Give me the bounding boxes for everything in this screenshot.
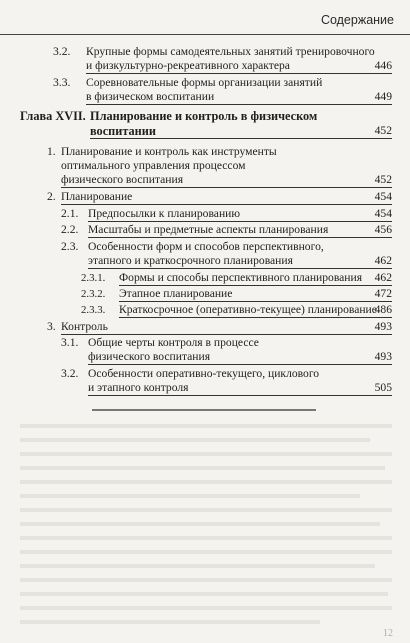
toc-entry-page: 493 (374, 320, 392, 333)
toc-entry-page: 472 (374, 287, 392, 300)
toc-chapter-title-line: Планирование и контроль в физическом (90, 109, 318, 123)
toc-chapter-title-line: воспитании (90, 124, 392, 139)
toc-entry-page: 452 (374, 173, 392, 186)
toc-entry-title-line: и этапного контроля (88, 381, 392, 396)
toc-chapter-number: Глава XVII. (20, 109, 86, 123)
toc-entry-number: 2.1. (61, 207, 79, 220)
toc-entry-title-line: физического воспитания (88, 350, 392, 365)
toc-entry-page: 446 (374, 59, 392, 72)
toc-entry-title-line: Планирование и контроль как инструменты (61, 145, 277, 158)
header-divider (0, 34, 410, 35)
toc-entry-title-line: Масштабы и предметные аспекты планирования (88, 223, 392, 238)
toc-entry-number: 2.3. (61, 240, 79, 253)
toc-entry-number: 2.3.3. (81, 304, 106, 316)
toc-entry-title-line: Соревновательные формы организации занятий (86, 76, 323, 89)
toc-entry-title-line: Предпосылки к планированию (88, 207, 392, 222)
toc-entry-number: 3. (47, 320, 56, 333)
toc-entry-title-line: Общие черты контроля в процессе (88, 336, 259, 349)
toc-entry-title-line: Особенности форм и способов перспективного, (88, 240, 324, 253)
toc-entry-page: 486 (374, 303, 392, 316)
toc-entry-page: 456 (374, 223, 392, 236)
toc-entry-title-line: оптимального управления процессом (61, 159, 246, 172)
section-end-rule (92, 409, 316, 411)
toc-entry-number: 3.2. (53, 45, 71, 58)
toc-entry-page: 462 (374, 271, 392, 284)
page-number: 12 (383, 628, 393, 639)
toc-entry-number: 3.1. (61, 336, 79, 349)
toc-entry-title-line: Крупные формы самодеятельных занятий тренировочного (86, 45, 375, 58)
running-header-title: Содержание (320, 13, 394, 27)
toc-entry-page: 452 (374, 124, 392, 137)
toc-entry-title-line: физического воспитания (61, 173, 392, 188)
toc-entry-page: 505 (374, 381, 392, 394)
toc-entry-number: 2.2. (61, 223, 79, 236)
toc-entry-number: 2.3.2. (81, 288, 106, 300)
toc-entry-page: 454 (374, 207, 392, 220)
toc-entry-title-line: и физкультурно-рекреативного характера (86, 59, 392, 74)
toc-entry-title-line: в физическом воспитании (86, 90, 392, 105)
toc-entry-page: 462 (374, 254, 392, 267)
toc-entry-page: 449 (374, 90, 392, 103)
toc-entry-page: 454 (374, 190, 392, 203)
toc-entry-number: 2. (47, 190, 56, 203)
toc-entry-number: 2.3.1. (81, 272, 106, 284)
toc-entry-title-line: Этапное планирование (119, 287, 392, 302)
toc-entry-title-line: Контроль (61, 320, 392, 335)
toc-entry-page: 493 (374, 350, 392, 363)
toc-entry-number: 3.2. (61, 367, 79, 380)
toc-entry-title-line: Краткосрочное (оперативно-текущее) планирование (119, 303, 392, 318)
toc-entry-title-line: Планирование (61, 190, 392, 205)
toc-entry-title-line: Формы и способы перспективного планирования (119, 271, 392, 286)
toc-entry-title-line: Особенности оперативно-текущего, циклового (88, 367, 320, 380)
toc-entry-number: 1. (47, 145, 56, 158)
toc-entry-title-line: этапного и краткосрочного планирования (88, 254, 392, 269)
toc-entry-number: 3.3. (53, 76, 71, 89)
